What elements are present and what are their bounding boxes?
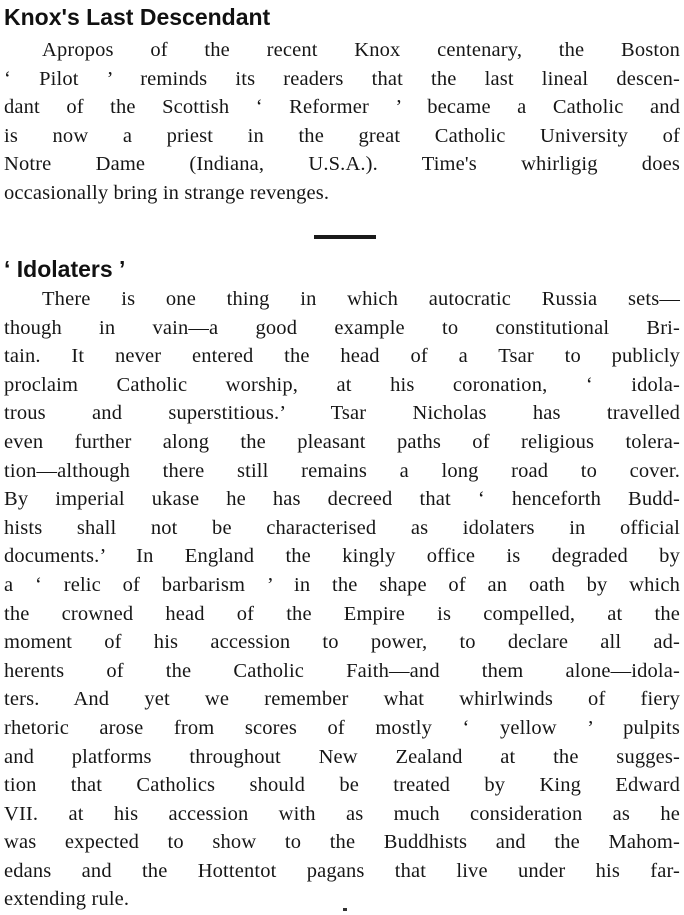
article-line: even further along the pleasant paths of religious tolera- (4, 430, 680, 453)
section-divider (314, 235, 376, 239)
print-speck (343, 908, 347, 911)
article-line: though in vain—a good example to constitutional Bri- (4, 316, 680, 339)
article-line: the crowned head of the Empire is compelled, at the (4, 602, 680, 625)
article-line: proclaim Catholic worship, at his coronation, ‘ idola- (4, 373, 680, 396)
article-line: and platforms throughout New Zealand at the sugges- (4, 745, 680, 768)
article-body-idolaters (4, 285, 680, 914)
article-line: tain. It never entered the head of a Tsar to publicly (4, 345, 680, 368)
article-line: herents of the Catholic Faith—and them alone—idola- (4, 659, 680, 682)
article-line: trous and superstitious.’ Tsar Nicholas has travelled (4, 402, 680, 425)
article-heading-idolaters: ‘ Idolaters ’ (4, 256, 126, 282)
article-line: There is one thing in which autocratic Russia sets— (42, 288, 680, 310)
article-line: documents.’ In England the kingly office is degraded by (4, 545, 680, 568)
article-line: ters. And yet we remember what whirlwinds of fiery (4, 688, 680, 711)
article-line: moment of his accession to power, to declare all ad- (4, 631, 680, 654)
article-line: Apropos of the recent Knox centenary, the Boston (42, 39, 680, 61)
article-line: Notre Dame (Indiana, U.S.A.). Time's whirligig does (4, 153, 680, 176)
article-line: tion that Catholics should be treated by King Edward (4, 774, 680, 797)
article-line: rhetoric arose from scores of mostly ‘ yellow ’ pulpits (4, 716, 680, 739)
article-line: VII. at his accession with as much consideration as he (4, 802, 680, 825)
article-line: hists shall not be characterised as idolaters in official (4, 516, 680, 539)
article-line: dant of the Scottish ‘ Reformer ’ became a Catholic and (4, 96, 680, 119)
article-body-knox (4, 36, 680, 208)
article-line: edans and the Hottentot pagans that live under his far- (4, 859, 680, 882)
article-line: a ‘ relic of barbarism ’ in the shape of an oath by which (4, 573, 680, 596)
article-line: occasionally bring in strange revenges. (4, 181, 330, 204)
article-line: was expected to show to the Buddhists and the Mahom- (4, 831, 680, 854)
article-line: tion—although there still remains a long road to cover. (4, 459, 680, 482)
article-heading-knox: Knox's Last Descendant (4, 4, 271, 30)
article-line: By imperial ukase he has decreed that ‘ henceforth Budd- (4, 488, 680, 511)
article-line: ‘ Pilot ’ reminds its readers that the last lineal descen- (4, 67, 680, 90)
article-line: extending rule. (4, 888, 130, 911)
article-line: is now a priest in the great Catholic University of (4, 124, 680, 147)
